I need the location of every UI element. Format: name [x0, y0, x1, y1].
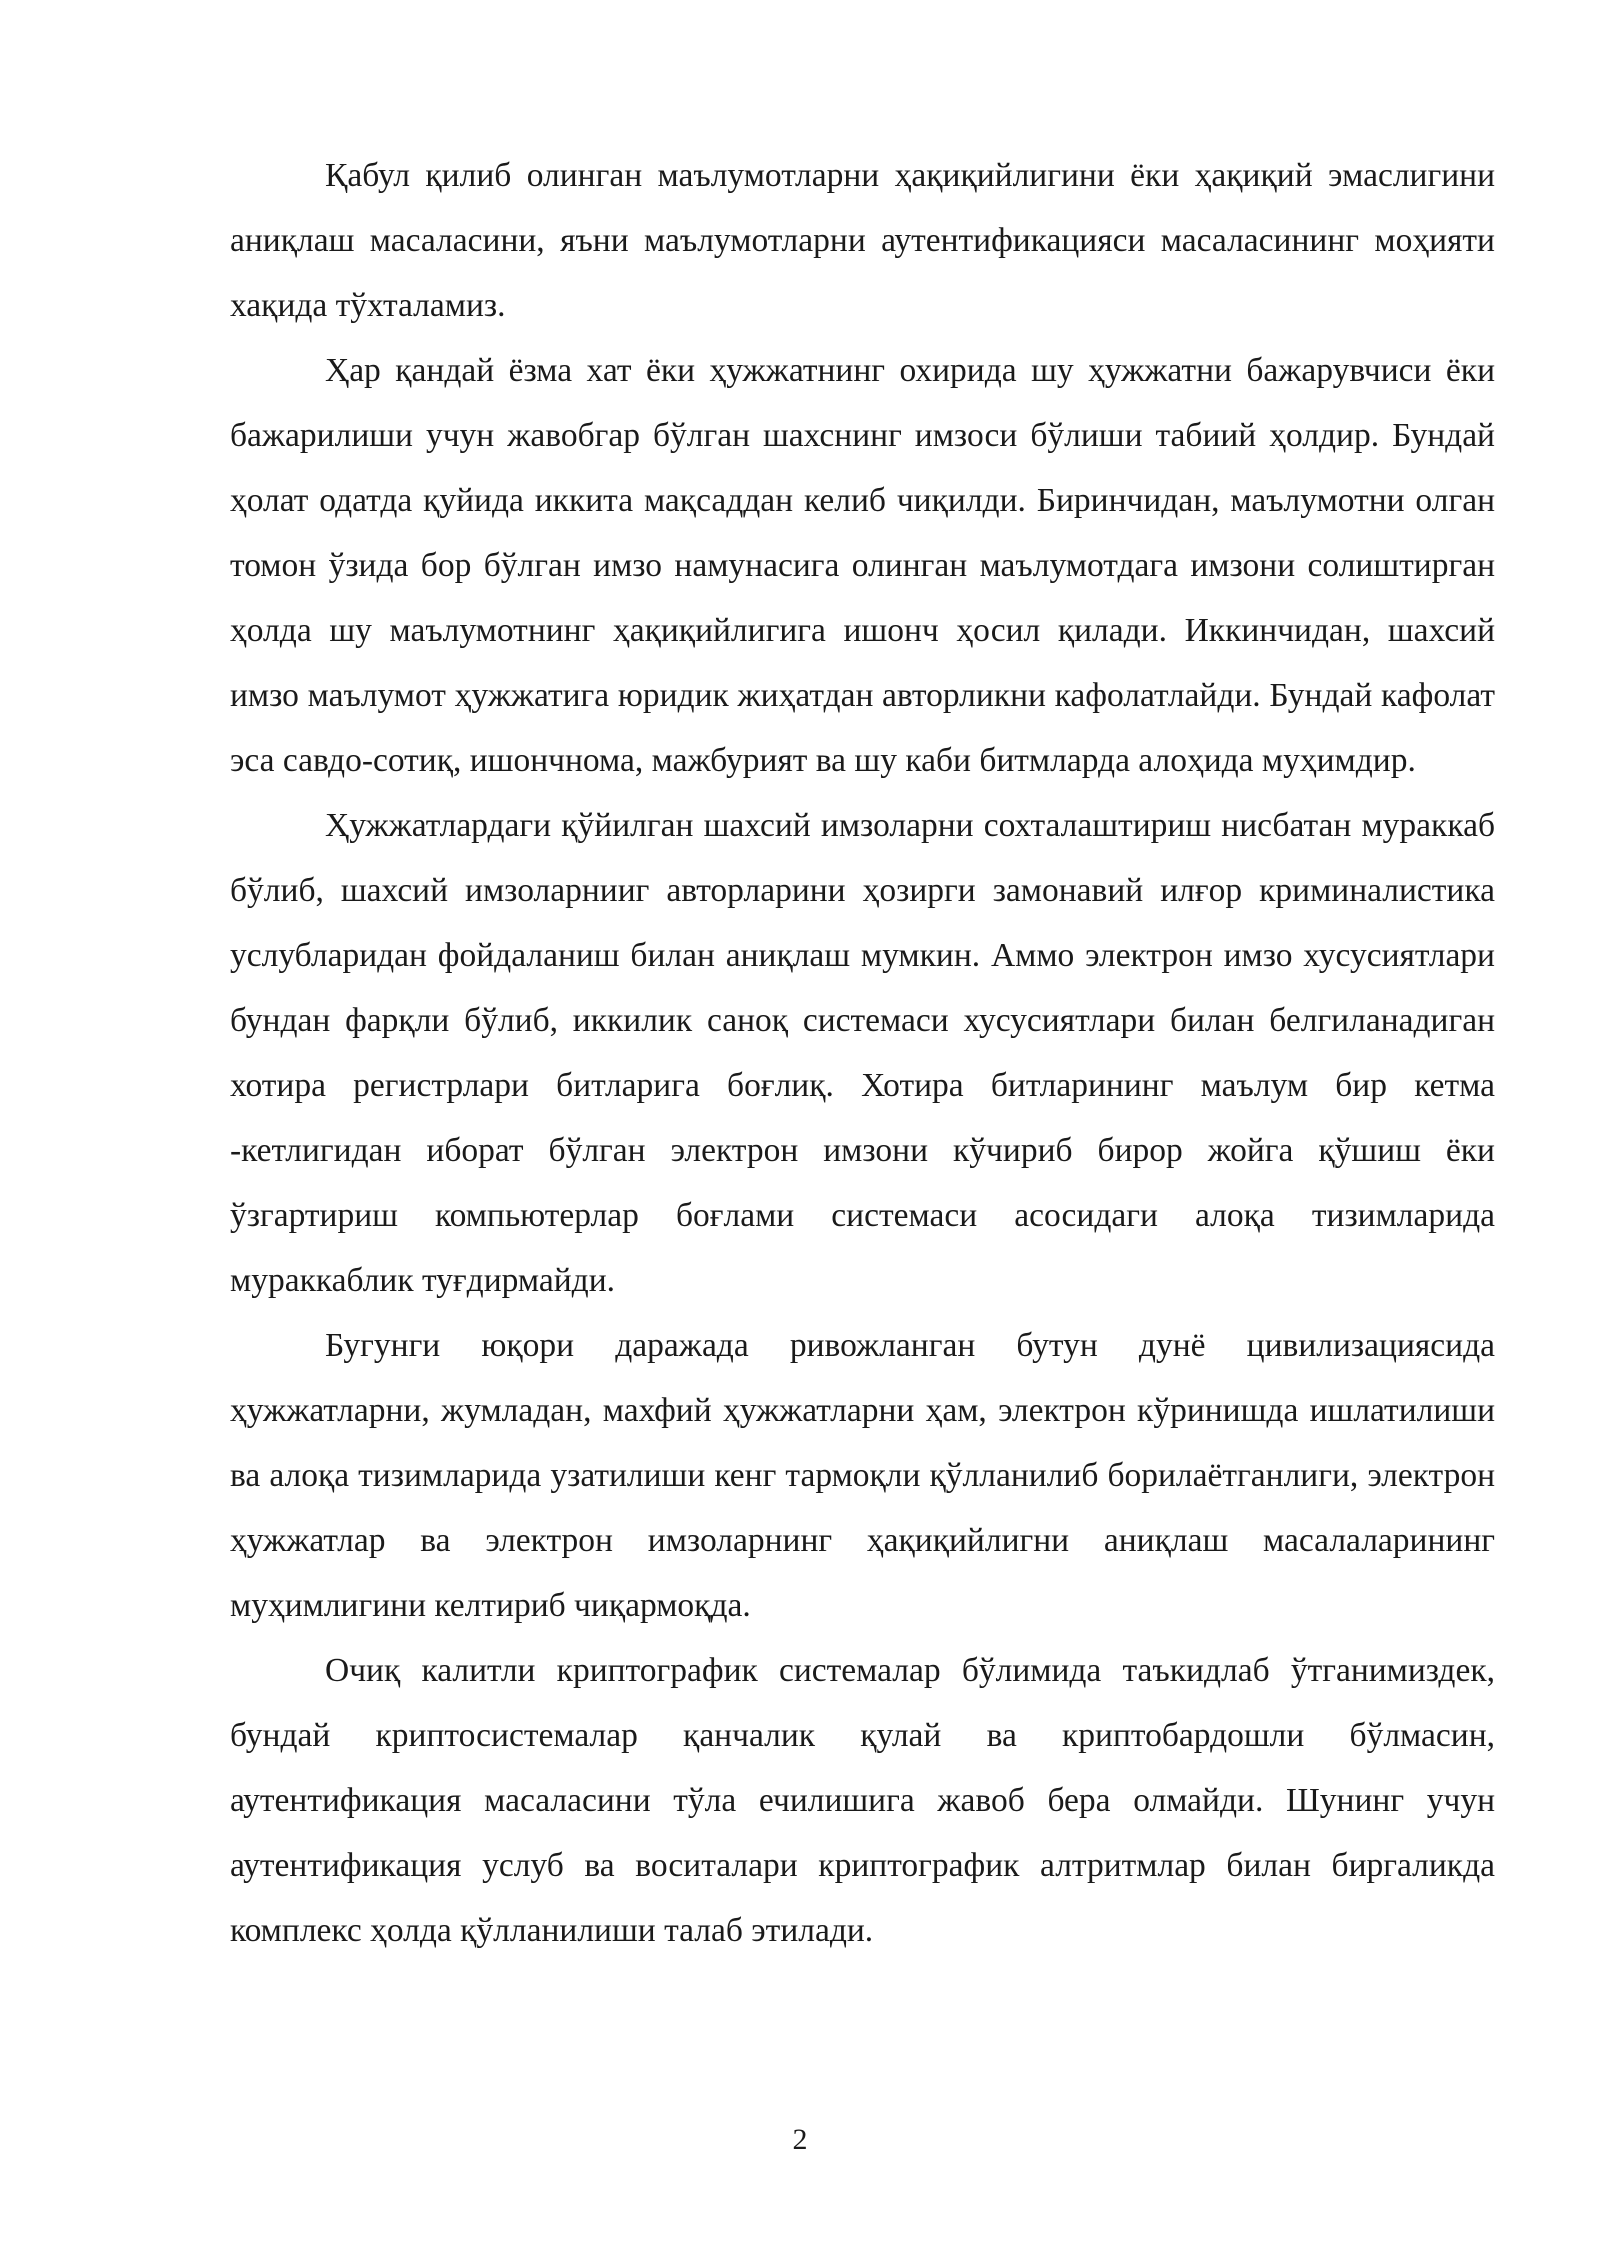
paragraph-2: Ҳар қандай ёзма хат ёки ҳужжатнинг охирида шу ҳужжатни бажарувчиси ёки бажарилиши учун жавобгар бўлган шахснинг имзоси бўлиши табиий ҳолдир. Бундай ҳолат одатда қуйида иккита мақсаддан келиб чиқилди. Биринчидан, маълумотни олган томон ўзида бор бўлган имзо намунасига олинган маълумотдага имзони солиштирган ҳолда шу маълумотнинг ҳақиқийлигига ишонч ҳосил қилади. Иккинчидан, шахсий имзо маълумот ҳужжатига юридик жиҳатдан авторликни кафолатлайди. Бундай кафолат эса савдо-сотиқ, ишончнома, мажбурият ва шу каби битмларда алоҳида муҳимдир.	[230, 352, 1495, 779]
paragraph-3: Ҳужжатлардаги қўйилган шахсий имзоларни сохталаштириш нисбатан мураккаб бўлиб, шахсий имзоларнииг авторларини ҳозирги замонавий илғор криминалистика услубларидан фойдаланиш билан аниқлаш мумкин. Аммо электрон имзо хусусиятлари бундан фарқли бўлиб, иккилик саноқ системаси хусусиятлари билан белгиланадиган хотира регистрлари битларига боғлиқ. Хотира битларининг маълум бир кетма -кетлигидан иборат бўлган электрон имзони кўчириб бирор жойга қўшиш ёки ўзгартириш компьютерлар боғлами системаси асосидаги алоқа тизимларида мураккаблик туғдирмайди.	[230, 807, 1495, 1299]
paragraph-4: Бугунги юқори даражада ривожланган бутун дунё цивилизациясида ҳужжатларни, жумладан, махфий ҳужжатларни ҳам, электрон кўринишда ишлатилиши ва алоқа тизимларида узатилиши кенг тармоқли қўлланилиб борилаётганлиги, электрон ҳужжатлар ва электрон имзоларнинг ҳақиқийлигни аниқлаш масалаларининг муҳимлигини келтириб чиқармоқда.	[230, 1327, 1495, 1624]
page-number: 2	[792, 2123, 808, 2156]
document-body	[230, 143, 1495, 1963]
paragraph-1: Қабул қилиб олинган маълумотларни ҳақиқийлигини ёки ҳақиқий эмаслигини аниқлаш масаласини, яъни маълумотларни аутентификацияси масаласининг моҳияти хақида тўхталамиз.	[230, 157, 1495, 324]
paragraph-5: Очиқ калитли криптографик системалар бўлимида таъкидлаб ўтганимиздек, бундай криптосистемалар қанчалик қулай ва криптобардошли бўлмасин, аутентификация масаласини тўла ечилишига жавоб бера олмайди. Шунинг учун аутентификация услуб ва воситалари криптографик алтритмлар билан биргаликда комплекс ҳолда қўлланилиши талаб этилади.	[230, 1652, 1495, 1949]
